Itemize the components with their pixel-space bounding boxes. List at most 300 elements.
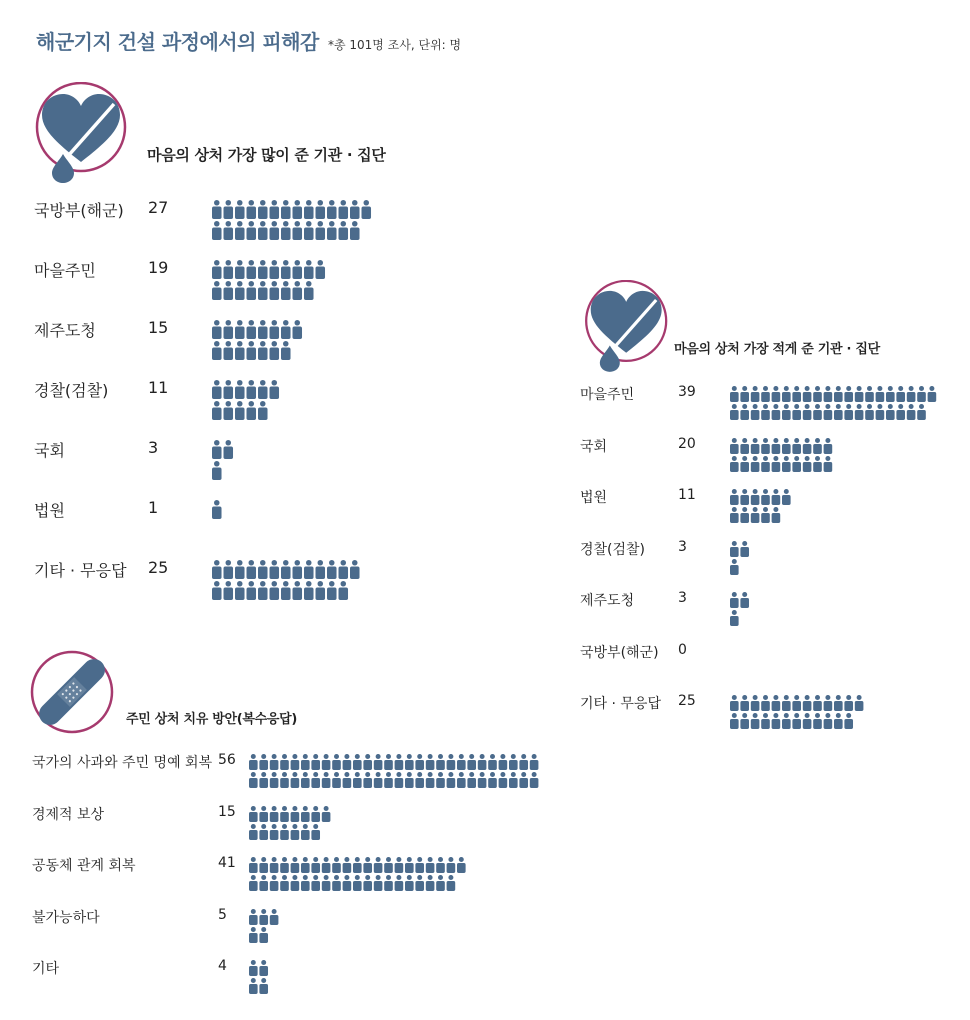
person-figure (751, 507, 760, 523)
person-figure (824, 386, 833, 402)
person-figure (813, 386, 822, 402)
category-label: 국회 (580, 438, 608, 455)
person-figure (782, 489, 791, 505)
person-figure (332, 772, 341, 788)
person-figure (311, 824, 320, 840)
person-figure (782, 438, 791, 454)
person-figure (782, 713, 791, 729)
pictogram-bar (249, 960, 274, 996)
person-figure (259, 806, 268, 822)
person-figure (259, 857, 268, 873)
person-figure (761, 386, 770, 402)
person-figure (740, 695, 749, 711)
person-figure (247, 281, 257, 300)
person-figure (280, 824, 289, 840)
person-figure (212, 281, 222, 300)
person-figure (436, 772, 445, 788)
person-figure (247, 341, 257, 360)
category-label: 마을주민 (580, 387, 635, 403)
person-figure (304, 221, 314, 240)
person-figure (813, 456, 822, 472)
person-figure (259, 772, 268, 788)
person-figure (792, 456, 801, 472)
category-label: 기타 (32, 961, 60, 977)
value-label: 11 (148, 378, 169, 397)
person-figure (249, 857, 258, 873)
pictogram-bar (730, 438, 838, 474)
value-label: 27 (148, 198, 169, 217)
person-figure (530, 772, 539, 788)
person-figure (235, 281, 245, 300)
person-figure (224, 260, 234, 279)
person-figure (824, 404, 833, 420)
pictogram-bar (212, 560, 366, 602)
person-figure (259, 978, 268, 994)
person-figure (488, 772, 497, 788)
value-label: 3 (678, 538, 687, 555)
person-figure (322, 857, 331, 873)
person-figure (792, 695, 801, 711)
person-figure (374, 875, 383, 891)
person-figure (258, 320, 268, 339)
person-figure (772, 404, 781, 420)
person-figure (467, 772, 476, 788)
category-label: 공동체 관계 회복 (32, 858, 136, 874)
person-figure (247, 401, 257, 420)
person-figure (311, 772, 320, 788)
person-figure (350, 200, 360, 219)
category-label: 제주도청 (580, 593, 635, 609)
person-figure (258, 281, 268, 300)
person-figure (249, 824, 258, 840)
category-label: 국가의 사과와 주민 명예 회복 (32, 755, 213, 771)
person-figure (339, 560, 349, 579)
person-figure (488, 754, 497, 770)
person-figure (301, 772, 310, 788)
person-figure (224, 440, 234, 459)
person-figure (224, 560, 234, 579)
person-figure (395, 772, 404, 788)
person-figure (224, 380, 234, 399)
person-figure (415, 857, 424, 873)
person-figure (740, 456, 749, 472)
value-label: 15 (148, 318, 169, 337)
person-figure (740, 507, 749, 523)
person-figure (235, 401, 245, 420)
person-figure (212, 380, 222, 399)
person-figure (730, 610, 739, 626)
person-figure (281, 320, 291, 339)
person-figure (291, 806, 300, 822)
person-figure (316, 260, 326, 279)
person-figure (907, 404, 916, 420)
person-figure (824, 456, 833, 472)
person-figure (751, 456, 760, 472)
person-figure (270, 221, 280, 240)
person-figure (327, 581, 337, 600)
person-figure (751, 438, 760, 454)
person-figure (426, 857, 435, 873)
person-figure (855, 404, 864, 420)
person-figure (280, 875, 289, 891)
person-figure (332, 754, 341, 770)
category-label: 마을주민 (34, 261, 96, 280)
person-figure (855, 695, 864, 711)
person-figure (249, 960, 258, 976)
person-figure (730, 438, 739, 454)
person-figure (813, 713, 822, 729)
person-figure (886, 404, 895, 420)
person-figure (304, 581, 314, 600)
panel-most-hurt (0, 0, 520, 620)
person-figure (281, 200, 291, 219)
person-figure (761, 489, 770, 505)
person-figure (824, 438, 833, 454)
pictogram-bar (249, 806, 336, 842)
person-figure (740, 404, 749, 420)
person-figure (235, 320, 245, 339)
person-figure (730, 713, 739, 729)
person-figure (270, 200, 280, 219)
person-figure (316, 221, 326, 240)
person-figure (824, 713, 833, 729)
person-figure (258, 401, 268, 420)
person-figure (212, 401, 222, 420)
person-figure (327, 221, 337, 240)
person-figure (235, 221, 245, 240)
person-figure (281, 560, 291, 579)
category-label: 기타 · 무응답 (580, 696, 661, 712)
person-figure (235, 200, 245, 219)
person-figure (405, 772, 414, 788)
category-label: 불가능하다 (32, 909, 100, 926)
person-figure (280, 806, 289, 822)
person-figure (405, 754, 414, 770)
person-figure (761, 713, 770, 729)
person-figure (249, 772, 258, 788)
person-figure (803, 404, 812, 420)
person-figure (258, 260, 268, 279)
value-label: 3 (678, 590, 687, 606)
person-figure (291, 857, 300, 873)
person-figure (876, 386, 885, 402)
value-label: 15 (218, 803, 236, 820)
person-figure (291, 824, 300, 840)
person-figure (499, 772, 508, 788)
pictogram-bar (249, 909, 284, 945)
person-figure (772, 695, 781, 711)
person-figure (235, 560, 245, 579)
person-figure (353, 754, 362, 770)
person-figure (224, 221, 234, 240)
person-figure (730, 559, 739, 575)
person-figure (247, 200, 257, 219)
person-figure (844, 386, 853, 402)
person-figure (259, 909, 268, 925)
person-figure (457, 857, 466, 873)
person-figure (384, 754, 393, 770)
value-label: 39 (678, 384, 696, 400)
person-figure (395, 875, 404, 891)
category-label: 경제적 보상 (32, 806, 105, 823)
person-figure (519, 772, 528, 788)
person-figure (235, 341, 245, 360)
value-label: 3 (148, 438, 159, 457)
person-figure (270, 320, 280, 339)
person-figure (792, 386, 801, 402)
value-label: 11 (678, 487, 696, 503)
person-figure (426, 772, 435, 788)
person-figure (280, 857, 289, 873)
person-figure (834, 404, 843, 420)
person-figure (751, 489, 760, 505)
person-figure (339, 200, 349, 219)
person-figure (301, 875, 310, 891)
person-figure (212, 500, 222, 519)
person-figure (436, 875, 445, 891)
person-figure (235, 581, 245, 600)
person-figure (405, 857, 414, 873)
person-figure (803, 713, 812, 729)
pictogram-bar (212, 440, 239, 482)
person-figure (782, 386, 791, 402)
person-figure (824, 695, 833, 711)
person-figure (339, 221, 349, 240)
person-figure (761, 438, 770, 454)
person-figure (803, 456, 812, 472)
person-figure (761, 507, 770, 523)
person-figure (436, 754, 445, 770)
value-label: 20 (678, 435, 696, 452)
pictogram-bar (212, 260, 331, 302)
person-figure (405, 875, 414, 891)
person-figure (212, 560, 222, 579)
person-figure (519, 754, 528, 770)
person-figure (803, 386, 812, 402)
person-figure (270, 281, 280, 300)
person-figure (353, 857, 362, 873)
pictogram-bar (212, 380, 285, 422)
category-label: 경찰(검찰) (580, 541, 646, 558)
value-label: 5 (218, 906, 227, 923)
person-figure (730, 507, 739, 523)
person-figure (834, 695, 843, 711)
bandage-icon (28, 648, 118, 738)
person-figure (247, 581, 257, 600)
person-figure (415, 754, 424, 770)
person-figure (530, 754, 539, 770)
survey-note: *총 101명 조사, 단위: 명 (327, 38, 462, 52)
person-figure (332, 857, 341, 873)
person-figure (782, 456, 791, 472)
person-figure (907, 386, 916, 402)
value-label: 25 (148, 558, 169, 577)
person-figure (258, 221, 268, 240)
person-figure (730, 386, 739, 402)
person-figure (322, 754, 331, 770)
person-figure (782, 404, 791, 420)
person-figure (917, 386, 926, 402)
person-figure (281, 221, 291, 240)
person-figure (259, 754, 268, 770)
person-figure (259, 927, 268, 943)
person-figure (247, 320, 257, 339)
panel-title: 주민 상처 치유 방안(복수응답) (126, 712, 298, 727)
panel-healing (0, 640, 560, 1020)
person-figure (761, 695, 770, 711)
person-figure (426, 875, 435, 891)
person-figure (740, 541, 749, 557)
value-label: 19 (148, 258, 169, 277)
person-figure (270, 875, 279, 891)
person-figure (374, 857, 383, 873)
person-figure (270, 772, 279, 788)
person-figure (395, 754, 404, 770)
person-figure (457, 772, 466, 788)
person-figure (212, 320, 222, 339)
person-figure (751, 695, 760, 711)
pictogram-bar (730, 695, 869, 731)
person-figure (249, 875, 258, 891)
pictogram-bar (249, 754, 544, 790)
person-figure (865, 386, 874, 402)
person-figure (730, 404, 739, 420)
person-figure (772, 507, 781, 523)
person-figure (301, 857, 310, 873)
person-figure (350, 221, 360, 240)
person-figure (772, 489, 781, 505)
person-figure (813, 695, 822, 711)
person-figure (834, 713, 843, 729)
person-figure (792, 713, 801, 729)
person-figure (258, 581, 268, 600)
person-figure (293, 221, 303, 240)
person-figure (865, 404, 874, 420)
person-figure (293, 200, 303, 219)
category-label: 국회 (34, 441, 65, 460)
person-figure (258, 560, 268, 579)
person-figure (212, 341, 222, 360)
person-figure (792, 404, 801, 420)
person-figure (247, 380, 257, 399)
pictogram-bar (212, 320, 308, 362)
person-figure (293, 281, 303, 300)
person-figure (322, 806, 331, 822)
page-title: 해군기지 건설 과정에서의 피해감 (36, 30, 319, 54)
pictogram-bar (212, 500, 228, 542)
person-figure (258, 341, 268, 360)
person-figure (281, 281, 291, 300)
person-figure (270, 909, 279, 925)
person-figure (212, 461, 222, 480)
person-figure (363, 754, 372, 770)
person-figure (730, 456, 739, 472)
person-figure (249, 754, 258, 770)
person-figure (293, 581, 303, 600)
person-figure (270, 857, 279, 873)
person-figure (509, 754, 518, 770)
person-figure (447, 857, 456, 873)
person-figure (363, 772, 372, 788)
person-figure (316, 200, 326, 219)
category-label: 기타 · 무응답 (34, 561, 127, 580)
person-figure (844, 695, 853, 711)
person-figure (270, 581, 280, 600)
person-figure (740, 592, 749, 608)
person-figure (224, 281, 234, 300)
person-figure (782, 695, 791, 711)
person-figure (772, 456, 781, 472)
person-figure (259, 875, 268, 891)
person-figure (761, 404, 770, 420)
person-figure (332, 875, 341, 891)
person-figure (281, 581, 291, 600)
value-label: 41 (218, 855, 236, 871)
category-label: 국방부(해군) (580, 644, 659, 661)
pictogram-bar (730, 489, 796, 525)
person-figure (343, 754, 352, 770)
person-figure (447, 754, 456, 770)
person-figure (384, 772, 393, 788)
person-figure (374, 772, 383, 788)
person-figure (751, 386, 760, 402)
person-figure (281, 341, 291, 360)
category-label: 국방부(해군) (34, 201, 124, 220)
person-figure (235, 260, 245, 279)
person-figure (259, 824, 268, 840)
person-figure (311, 806, 320, 822)
person-figure (928, 386, 937, 402)
pictogram-bar (212, 200, 377, 242)
person-figure (259, 960, 268, 976)
person-figure (844, 713, 853, 729)
person-figure (224, 401, 234, 420)
person-figure (311, 857, 320, 873)
person-figure (415, 875, 424, 891)
person-figure (855, 386, 864, 402)
person-figure (384, 875, 393, 891)
person-figure (293, 560, 303, 579)
person-figure (772, 438, 781, 454)
person-figure (813, 404, 822, 420)
person-figure (281, 260, 291, 279)
value-label: 25 (678, 693, 696, 709)
person-figure (803, 695, 812, 711)
person-figure (247, 221, 257, 240)
person-figure (362, 200, 372, 219)
panel-title: 마음의 상처 가장 적게 준 기관 · 집단 (674, 342, 880, 357)
person-figure (270, 341, 280, 360)
person-figure (249, 978, 258, 994)
person-figure (339, 581, 349, 600)
person-figure (876, 404, 885, 420)
person-figure (304, 200, 314, 219)
person-figure (343, 857, 352, 873)
person-figure (499, 754, 508, 770)
person-figure (322, 875, 331, 891)
panel-least-hurt (560, 270, 970, 750)
person-figure (730, 592, 739, 608)
pictogram-bar (730, 386, 942, 422)
person-figure (304, 260, 314, 279)
person-figure (886, 386, 895, 402)
person-figure (343, 875, 352, 891)
person-figure (270, 824, 279, 840)
person-figure (740, 489, 749, 505)
person-figure (478, 772, 487, 788)
person-figure (792, 438, 801, 454)
person-figure (447, 772, 456, 788)
